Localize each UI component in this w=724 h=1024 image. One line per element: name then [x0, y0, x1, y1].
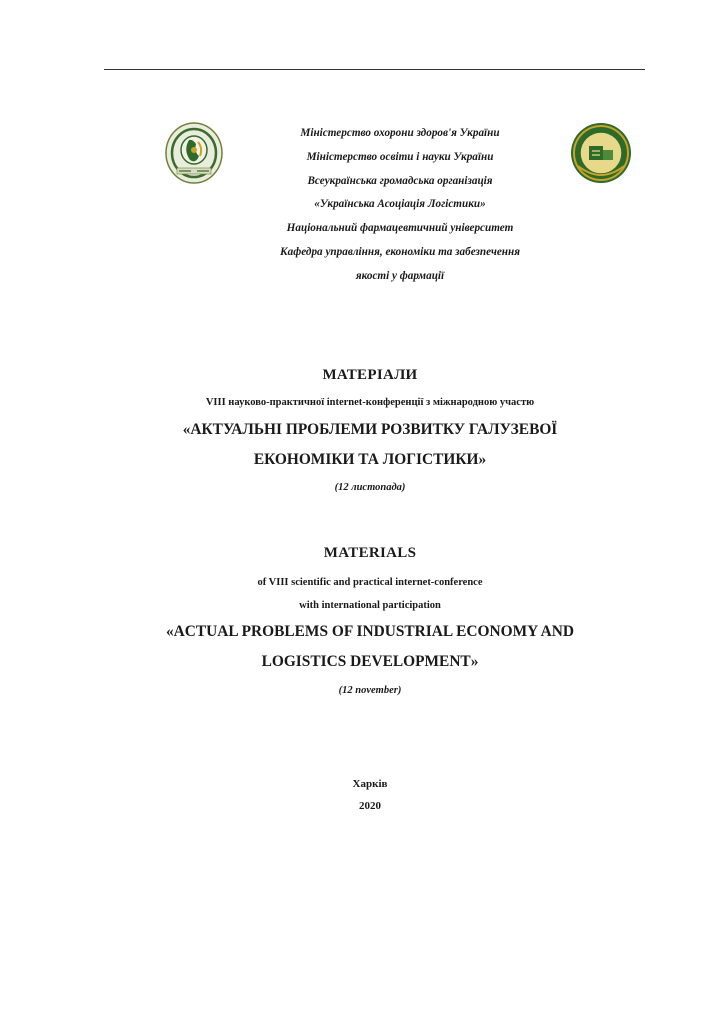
header-line-ngo: Всеукраїнська громадська організація [307, 174, 493, 187]
logistics-association-emblem-icon [570, 122, 632, 184]
ua-date: (12 листопада) [334, 482, 406, 493]
header-line-department-cont: якості у фармації [355, 269, 445, 282]
en-conference-title-line2: LOGISTICS DEVELOPMENT» [261, 653, 479, 670]
year: 2020 [359, 800, 381, 812]
university-emblem-icon [165, 122, 223, 184]
en-subtitle-line1: of VIII scientific and practical internet-conference [257, 577, 483, 588]
ua-conference-title-line1: «АКТУАЛЬНІ ПРОБЛЕМИ РОЗВИТКУ ГАЛУЗЕВОЇ [182, 421, 558, 438]
ua-subtitle: VIII науково-практичної internet-конференції з міжнародною участю [205, 397, 535, 408]
en-date: (12 november) [338, 685, 402, 696]
header-line-ministry-education: Міністерство освіти і науки України [306, 150, 494, 163]
header-line-university: Національний фармацевтичний університет [286, 222, 514, 235]
city: Харків [352, 778, 388, 790]
ua-conference-title-line2: ЕКОНОМІКИ ТА ЛОГІСТИКИ» [253, 451, 487, 468]
en-conference-title-line1: «ACTUAL PROBLEMS OF INDUSTRIAL ECONOMY AND [165, 623, 575, 640]
header-line-department: Кафедра управління, економіки та забезпечення [280, 245, 520, 258]
en-subtitle-line2: with international participation [299, 600, 441, 611]
header-line-association: «Українська Асоціація Логістики» [314, 198, 486, 211]
header-line-ministry-health: Міністерство охорони здоров'я України [300, 127, 500, 139]
institution-header [240, 122, 560, 289]
en-heading: MATERIALS [323, 545, 417, 561]
ua-heading: МАТЕРІАЛИ [322, 367, 418, 383]
top-divider [104, 69, 645, 70]
